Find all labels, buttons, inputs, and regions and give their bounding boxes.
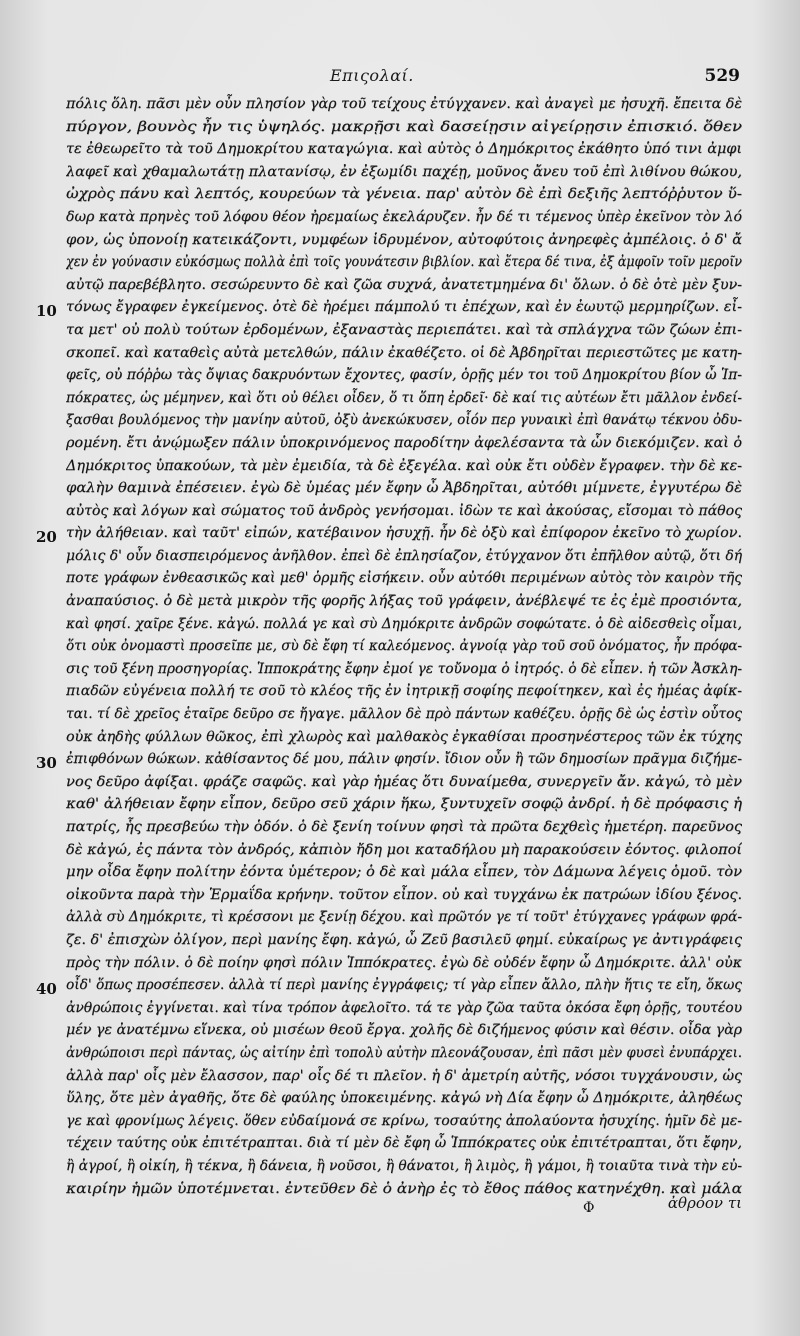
text-line: σις τοῦ ξένη προσηγορίας. Ἱπποκράτης ἔφην ἐμοί γε τοὔνομα ὁ ἰητρός. ὁ δὲ εἶπεν. ἡ τῶν Ἀσκλη- [66,660,742,677]
text-line: καὶ φησί. χαῖρε ξένε. κἀγώ. πολλά γε καὶ σὺ Δημόκριτε ἀνδρῶν σοφώτατε. ὁ δὲ αἰδεσθεὶς οἶμαι, [66,615,742,632]
body-text [66,93,742,1200]
text-line: χεν ἐν γούνασιν εὐκόσμως πολλὰ ἐπὶ τοῖς γουνάτεσιν βιβλίον. καὶ ἕτερα δέ τινα, ἐξ ἀμφοῖν τοῖν μεροῖν [66,254,742,271]
text-line: γε καὶ φρονίμως λέγεις. ὅθεν εὐδαίμονά σε κρίνω, τοσαύτης ἀπολαύοντα ἡσυχίης. ἡμῖν δὲ με- [66,1112,742,1129]
text-line: λαφεῖ καὶ χθαμαλωτάτῃ πλατανίσῳ, ἐν ἐξωμίδι παχέῃ, μοῦνος ἄνευ τοῦ ἐπὶ λιθίνου θώκου, [66,163,742,180]
text-line: δωρ κατὰ πρηνὲς τοῦ λόφου θέον ἠρεμαίως ἐκελάρυζεν. ἦν δέ τι τέμενος ὑπὲρ ἐκεῖνον τὸν λό [66,208,742,225]
line-number-10: 10 [36,302,57,320]
text-line: μόλις δ' οὖν διασπειρόμενος ἀνῆλθον. ἐπεὶ δὲ ἐπλησίαζον, ἐτύγχανον ὅτι ἐπῆλθον αὐτῷ, ὅτι δή [66,547,742,564]
catchword: ἀθρόον τι [667,1194,742,1212]
signature-mark: Φ [583,1200,595,1216]
text-line: δὲ κἀγώ, ἐς πάντα τὸν ἀνδρός, κἀπιὸν ἤδη μοι καταδήλου μὴ παρακούσειν ἐόντος. φιλοποί [66,841,742,858]
text-line: οὐκ ἀηδὴς φύλλων θῶκος, ἐπὶ χλωρὸς καὶ μαλθακὸς ἐγκαθίσαι προσηνέστερος τῶν ἐκ τύχης [66,728,742,745]
text-line: οἶδ' ὅπως προσέπεσεν. ἀλλὰ τί περὶ μανίης ἐγγράφεις; τί γὰρ εἶπεν ἄλλο, πλὴν ἥτις τε εἴη, ὅκως [66,977,742,994]
text-line: αὐτῷ παρεβέβλητο. σεσώρευντο δὲ καὶ ζῶα συχνά, ἀνατετμημένα δι' ὅλων. ὁ δὲ ὁτὲ μὲν ξυν- [66,276,742,293]
text-line: ἐπιφθόνων θώκων. κἀθίσαντος δέ μου, πάλιν φησίν. ἴδιον οὖν ἢ τῶν δημοσίων πρᾶγμα διζήμε- [66,751,742,768]
text-line: νος δεῦρο ἀφίξαι. φράζε σαφῶς. καὶ γὰρ ἡμέας ὅτι δυναίμεθα, συνεργεῖν ἄν. κἀγώ, τὸ μὲν [66,773,742,790]
text-line: φαλὴν θαμινὰ ἐπέσειεν. ἐγὼ δὲ ὑμέας μέν ἔφην ὦ Ἀβδηρῖται, αὐτόθι μίμνετε, ἐγγυτέρω δὲ [66,480,742,497]
text-line: μην οἶδα ἔφην πολίτην ἐόντα ὑμέτερον; ὁ δὲ καὶ μάλα εἶπεν, τὸν Δάμωνα λέγεις ὁμοῦ. τὸν [66,864,742,881]
text-line: ρομένη. ἔτι ἀνῴμωξεν πάλιν ὑποκρινόμενος παροδίτην ἀφελέσαντα τὰ ὧν διεκόμιζεν. καὶ ὁ [66,434,742,451]
text-line: καιρίην ἡμῶν ὑποτέμνεται. ἐντεῦθεν δὲ ὁ ἀνὴρ ἐς τὸ ἔθος πάθος κατηνέχθη. καὶ μάλα [66,1180,742,1197]
text-line: ἀναπαύσιος. ὁ δὲ μετὰ μικρὸν τῆς φορῆς λήξας τοῦ γράφειν, ἀνέβλεψέ τε ἐς ἐμὲ προσιόντα, [66,593,742,610]
text-line: ἀλλὰ σὺ Δημόκριτε, τὶ κρέσσονι με ξενίῃ δέχου. καὶ πρῶτόν γε τί τοῦτ' ἐτύγχανες γράφων φρά- [66,909,742,926]
line-number-20: 20 [36,528,57,546]
text-line: ξασθαι βουλόμενος τὴν μανίην αὐτοῦ, ὀξὺ ἀνεκώκυσεν, οἷόν περ γυναικὶ ἐπὶ θανάτῳ τέκνου ὀδυ- [66,412,742,429]
text-line: μέν γε ἀνατέμνω εἵνεκα, οὐ μισέων θεοῦ ἔργα. χολῆς δὲ διζήμενος φύσιν καὶ θέσιν. οἶδα γὰρ [66,1022,742,1039]
text-line: καθ' ἀλήθειαν ἔφην εἶπον, δεῦρο σεῦ χάριν ἥκω, ξυντυχεῖν σοφῷ ἀνδρί. ἡ δὲ πρόφασις ἡ [66,796,742,813]
text-line: πόκρατες, ὡς μέμηνεν, καὶ ὅτι οὐ θέλει οἶδεν, ὅ τι ὅπη ἐρδεῖ· δὲ καί τις αὐτέων ἔτι μᾶλλον ἐνδεί- [66,389,742,406]
text-line: ἀνθρώποισι περὶ πάντας, ὡς αἰτίην ἐπὶ τοπολὺ αὐτὴν πλεονάζουσαν, ἐπὶ πᾶσι μὲν φυσεὶ ἐνυπάρχει. [66,1044,742,1061]
text-line: πύργον, βουνὸς ἦν τις ὑψηλός. μακρῇσι καὶ δασείῃσιν αἰγείρῃσιν ἐπισκιό. ὅθεν [66,118,742,135]
text-line: φον, ὡς ὑπονοίῃ κατεικάζοντι, νυμφέων ἱδρυμένον, αὐτοφύτοις ἀνηρεφὲς ἀμπέλοις. ὁ δ' ἄ [66,231,742,248]
text-line: πατρίς, ἧς πρεσβεύω τὴν ὁδόν. ὁ δὲ ξενίη τοίνυν φησὶ τὰ πρῶτα δεχθεὶς ἡμετέρη. παρεῦνος [66,819,742,835]
text-line: ὅτι οὐκ ὀνομαστὶ προσεῖπε με, σὺ δὲ ἔφη τί καλεόμενος. ἀγνοίᾳ γὰρ τοῦ σοῦ ὀνόματος, ἦν πρόφα- [66,638,742,655]
text-line: οἰκοῦντα παρὰ τὴν Ἑρμαΐδα κρήνην. τοῦτον εἶπον. οὐ καὶ τυγχάνω ἐκ πατρώων ἰδίου ξένος. [66,886,742,903]
text-line: ἢ ἀγροί, ἢ οἰκίη, ἢ τέκνα, ἢ δάνεια, ἢ νοῦσοι, ἢ θάνατοι, ἢ λιμὸς, ἢ γάμοι, ἢ τοιαῦτα τινὰ τὴν εὐ- [66,1157,742,1174]
running-head: Επιςολαί. [330,66,414,85]
text-line: ὕλης, ὅτε μὲν ἀγαθῆς, ὅτε δὲ φαύλης ὑποκειμένης. κἀγώ νὴ Δία ἔφην ὦ Δημόκριτε, ἀληθέως [66,1090,742,1107]
text-line: πρὸς τὴν πόλιν. ὁ δὲ ποίην φησὶ πόλιν Ἱππόκρατες. ἐγὼ δὲ οὐδέν ἔφην ὦ Δημόκριτε. ἀλλ' οὐκ [66,954,742,971]
text-line: ζε. δ' ἐπισχὼν ὀλίγον, περὶ μανίης ἔφη. κἀγώ, ὦ Ζεῦ βασιλεῦ φημί. εὐκαίρως γε ἀντιγράφεις [66,931,742,948]
text-line: τόνως ἔγραφεν ἐγκείμενος. ὁτὲ δὲ ἠρέμει πάμπολύ τι ἐπέχων, καὶ ἐν ἑωυτῷ μερμηρίζων. εἶ- [66,299,742,316]
text-line: ἀλλὰ παρ' οἷς μὲν ἔλασσον, παρ' οἷς δέ τι πλεῖον. ἡ δ' ἀμετρίη αὐτῆς, νόσοι τυγχάνουσιν, ὡς [66,1067,742,1084]
page-header [0,66,800,90]
page-number: 529 [704,66,740,86]
text-line: τα μετ' οὐ πολὺ τούτων ἐρδομένων, ἐξαναστὰς περιεπάτει. καὶ τὰ σπλάγχνα τῶν ζώων ἐπι- [66,321,742,338]
text-line: σκοπεῖ. καὶ καταθεὶς αὐτὰ μετελθών, πάλιν ἐκαθέζετο. οἱ δὲ Ἀβδηρῖται περιεστῶτες με κατη- [66,344,742,361]
text-line: τε ἐθεωρεῖτο τὰ τοῦ Δημοκρίτου καταγώγια. καὶ αὐτὸς ὁ Δημόκριτος ἐκάθητο ὑπό τινι ἀμφι [66,141,742,158]
text-line: ὠχρὸς πάνυ καὶ λεπτός, κουρεύων τὰ γένεια. παρ' αὐτὸν δὲ ἐπὶ δεξιῆς λεπτόῤῥυτον ὕ- [66,186,742,203]
text-line: πόλις ὅλη. πᾶσι μὲν οὖν πλησίον γὰρ τοῦ τείχους ἐτύγχανεν. καὶ ἀναγεὶ με ἠσυχῆ. ἔπειτα δὲ [66,96,742,112]
text-line: πιαδῶν εὐγένεια πολλή τε σοῦ τὸ κλέος τῆς ἐν ἰητρικῇ σοφίης πεφοίτηκεν, καὶ ἐς ἡμέας ἀφίκ- [66,683,742,700]
text-line: αὐτὸς καὶ λόγων καὶ σώματος τοῦ ἀνδρὸς γενήσομαι. ἰδὼν τε καὶ ἀκούσας, εἴσομαι τὸ πάθος [66,502,742,519]
text-line: τέχειν ταύτης οὐκ ἐπιτέτραπται. διὰ τί μὲν δὲ ἔφη ὦ Ἱππόκρατες οὐκ ἐπιτέτραπται, ὅτι ἔφην, [66,1135,742,1152]
text-line: Δημόκριτος ὑπακούων, τὰ μὲν ἐμειδία, τὰ δὲ ἐξεγέλα. καὶ οὐκ ἔτι οὐδὲν ἔγραφεν. τὴν δὲ κε- [66,457,742,474]
text-line: ποτε γράφων ἐνθεασικῶς καὶ μεθ' ὁρμῆς εἰσήκειν. οὖν αὐτόθι περιμένων αὐτὸς τὸν καιρὸν τῆς [66,570,742,587]
text-line: ἀνθρώποις ἐγγίνεται. καὶ τίνα τρόπον ἀφελοῖτο. τά τε γὰρ ζῶα ταῦτα ὁκόσα ἔφη ὁρῇς, τουτέου [66,999,742,1016]
line-number-30: 30 [36,754,57,772]
line-number-40: 40 [36,980,57,998]
text-line: ται. τί δὲ χρεῖος ἑταῖρε δεῦρο σε ἤγαγε. μᾶλλον δὲ πρὸ πάντων καθέζευ. ὁρῇς δὲ ὡς ἐστὶν οὗτος [66,706,742,723]
text-line: τὴν ἀλήθειαν. καὶ ταῦτ' εἰπών, κατέβαινον ἡσυχῇ. ἦν δὲ ὀξὺ καὶ ἐπίφορον ἐκεῖνο τὸ χωρίον. [66,525,742,542]
text-line: φεῖς, οὐ πόῤῥω τὰς ὄψιας δακρυόντων ἔχοντες, φασίν, ὁρῇς μέν τοι τοῦ Δημοκρίτου βίον ὦ Ἱπ- [66,367,742,384]
